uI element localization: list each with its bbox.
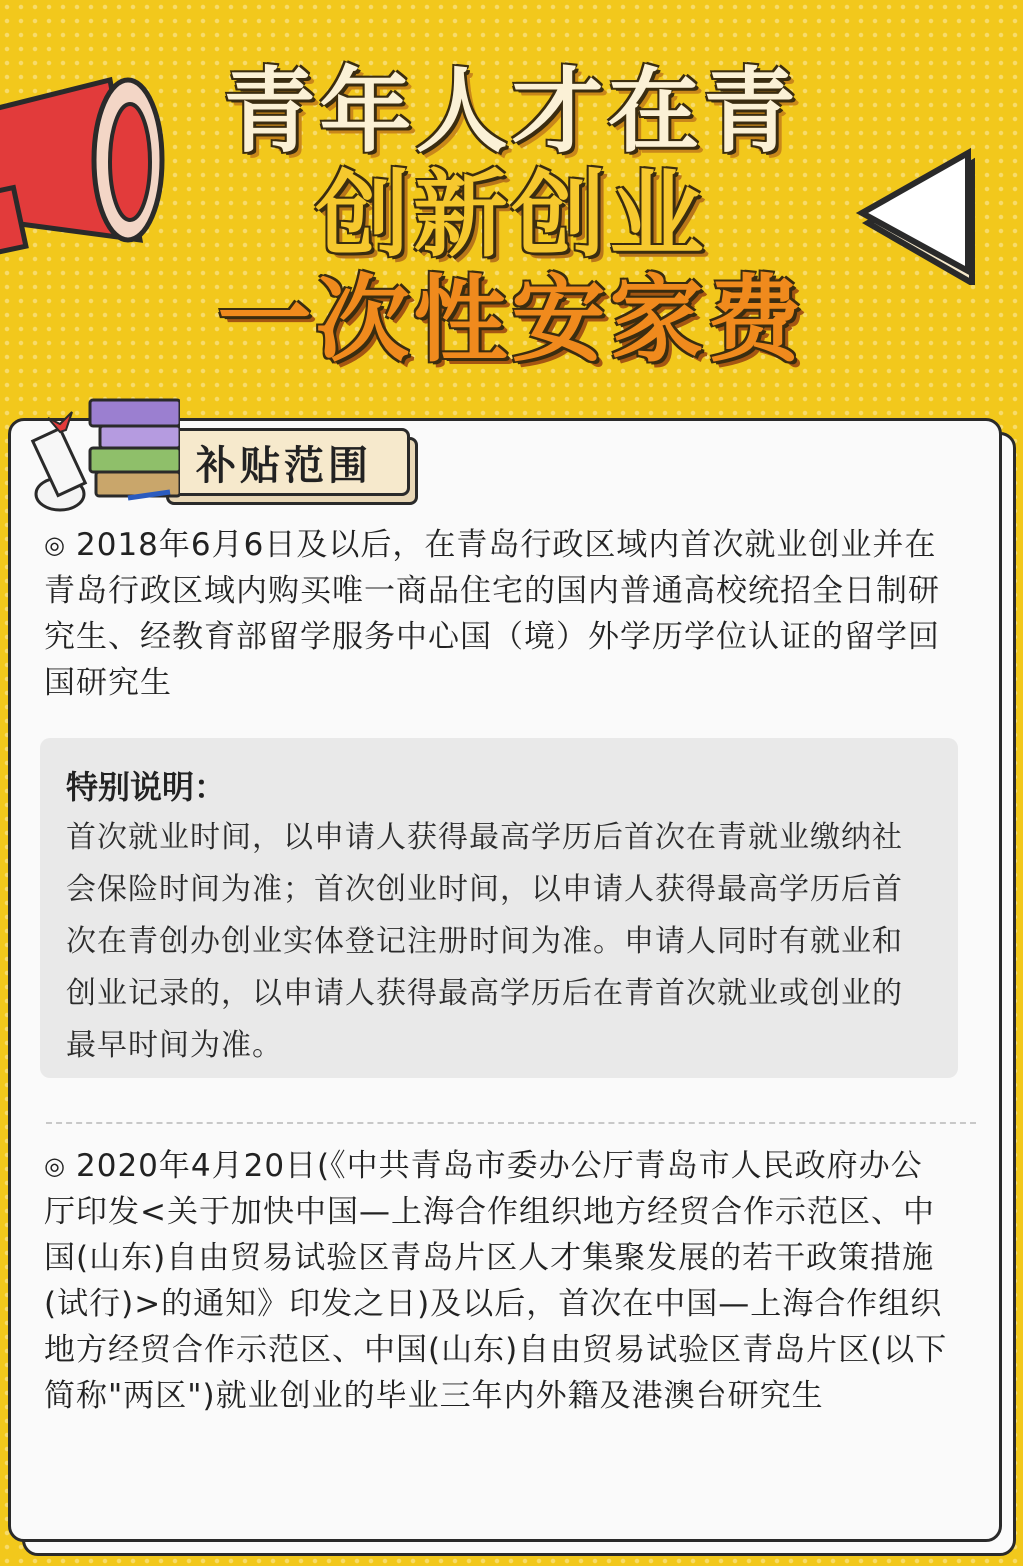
dashed-divider [46, 1122, 976, 1124]
special-note-title: 特别说明： [66, 768, 227, 806]
headline [0, 60, 1023, 374]
headline-line-1: 青年人才在青 [223, 58, 800, 165]
section-badge-label: 补贴范围 [196, 442, 372, 489]
headline-line-3: 一次性安家费 [217, 266, 806, 376]
section-badge [158, 428, 410, 496]
eligibility-item-1 [44, 522, 954, 706]
bullet-icon: ◎ [44, 1152, 66, 1180]
books-diploma-icon [30, 392, 180, 522]
headline-line-2: 创新创业 [315, 161, 708, 271]
eligibility-item-1-text: 2018年6月6日及以后，在青岛行政区域内首次就业创业并在青岛行政区域内购买唯一商品住宅的国内普通高校统招全日制研究生、经教育部留学服务中心国（境）外学历学位认证的留学回国研究生 [44, 527, 940, 701]
special-note-body: 首次就业时间，以申请人获得最高学历后首次在青就业缴纳社会保险时间为准；首次创业时间，以申请人获得最高学历后首次在青创办创业实体登记注册时间为准。申请人同时有就业和创业记录的，以申请人获得最高学历后在青首次就业或创业的最早时间为准。 [66, 820, 903, 1063]
eligibility-item-2 [44, 1143, 954, 1419]
bullet-icon: ◎ [44, 531, 66, 559]
eligibility-item-2-text: 2020年4月20日(《中共青岛市委办公厅青岛市人民政府办公厅印发<关于加快中国—上海合作组织地方经贸合作示范区、中国(山东)自由贸易试验区青岛片区人才集聚发展的若干政策措施(试行)>的通知》印发之日)及以后，首次在中国—上海合作组织地方经贸合作示范区、中国(山东)自由贸易试验区青岛片区(以下简称"两区")就业创业的毕业三年内外籍及港澳台研究生 [44, 1148, 948, 1414]
